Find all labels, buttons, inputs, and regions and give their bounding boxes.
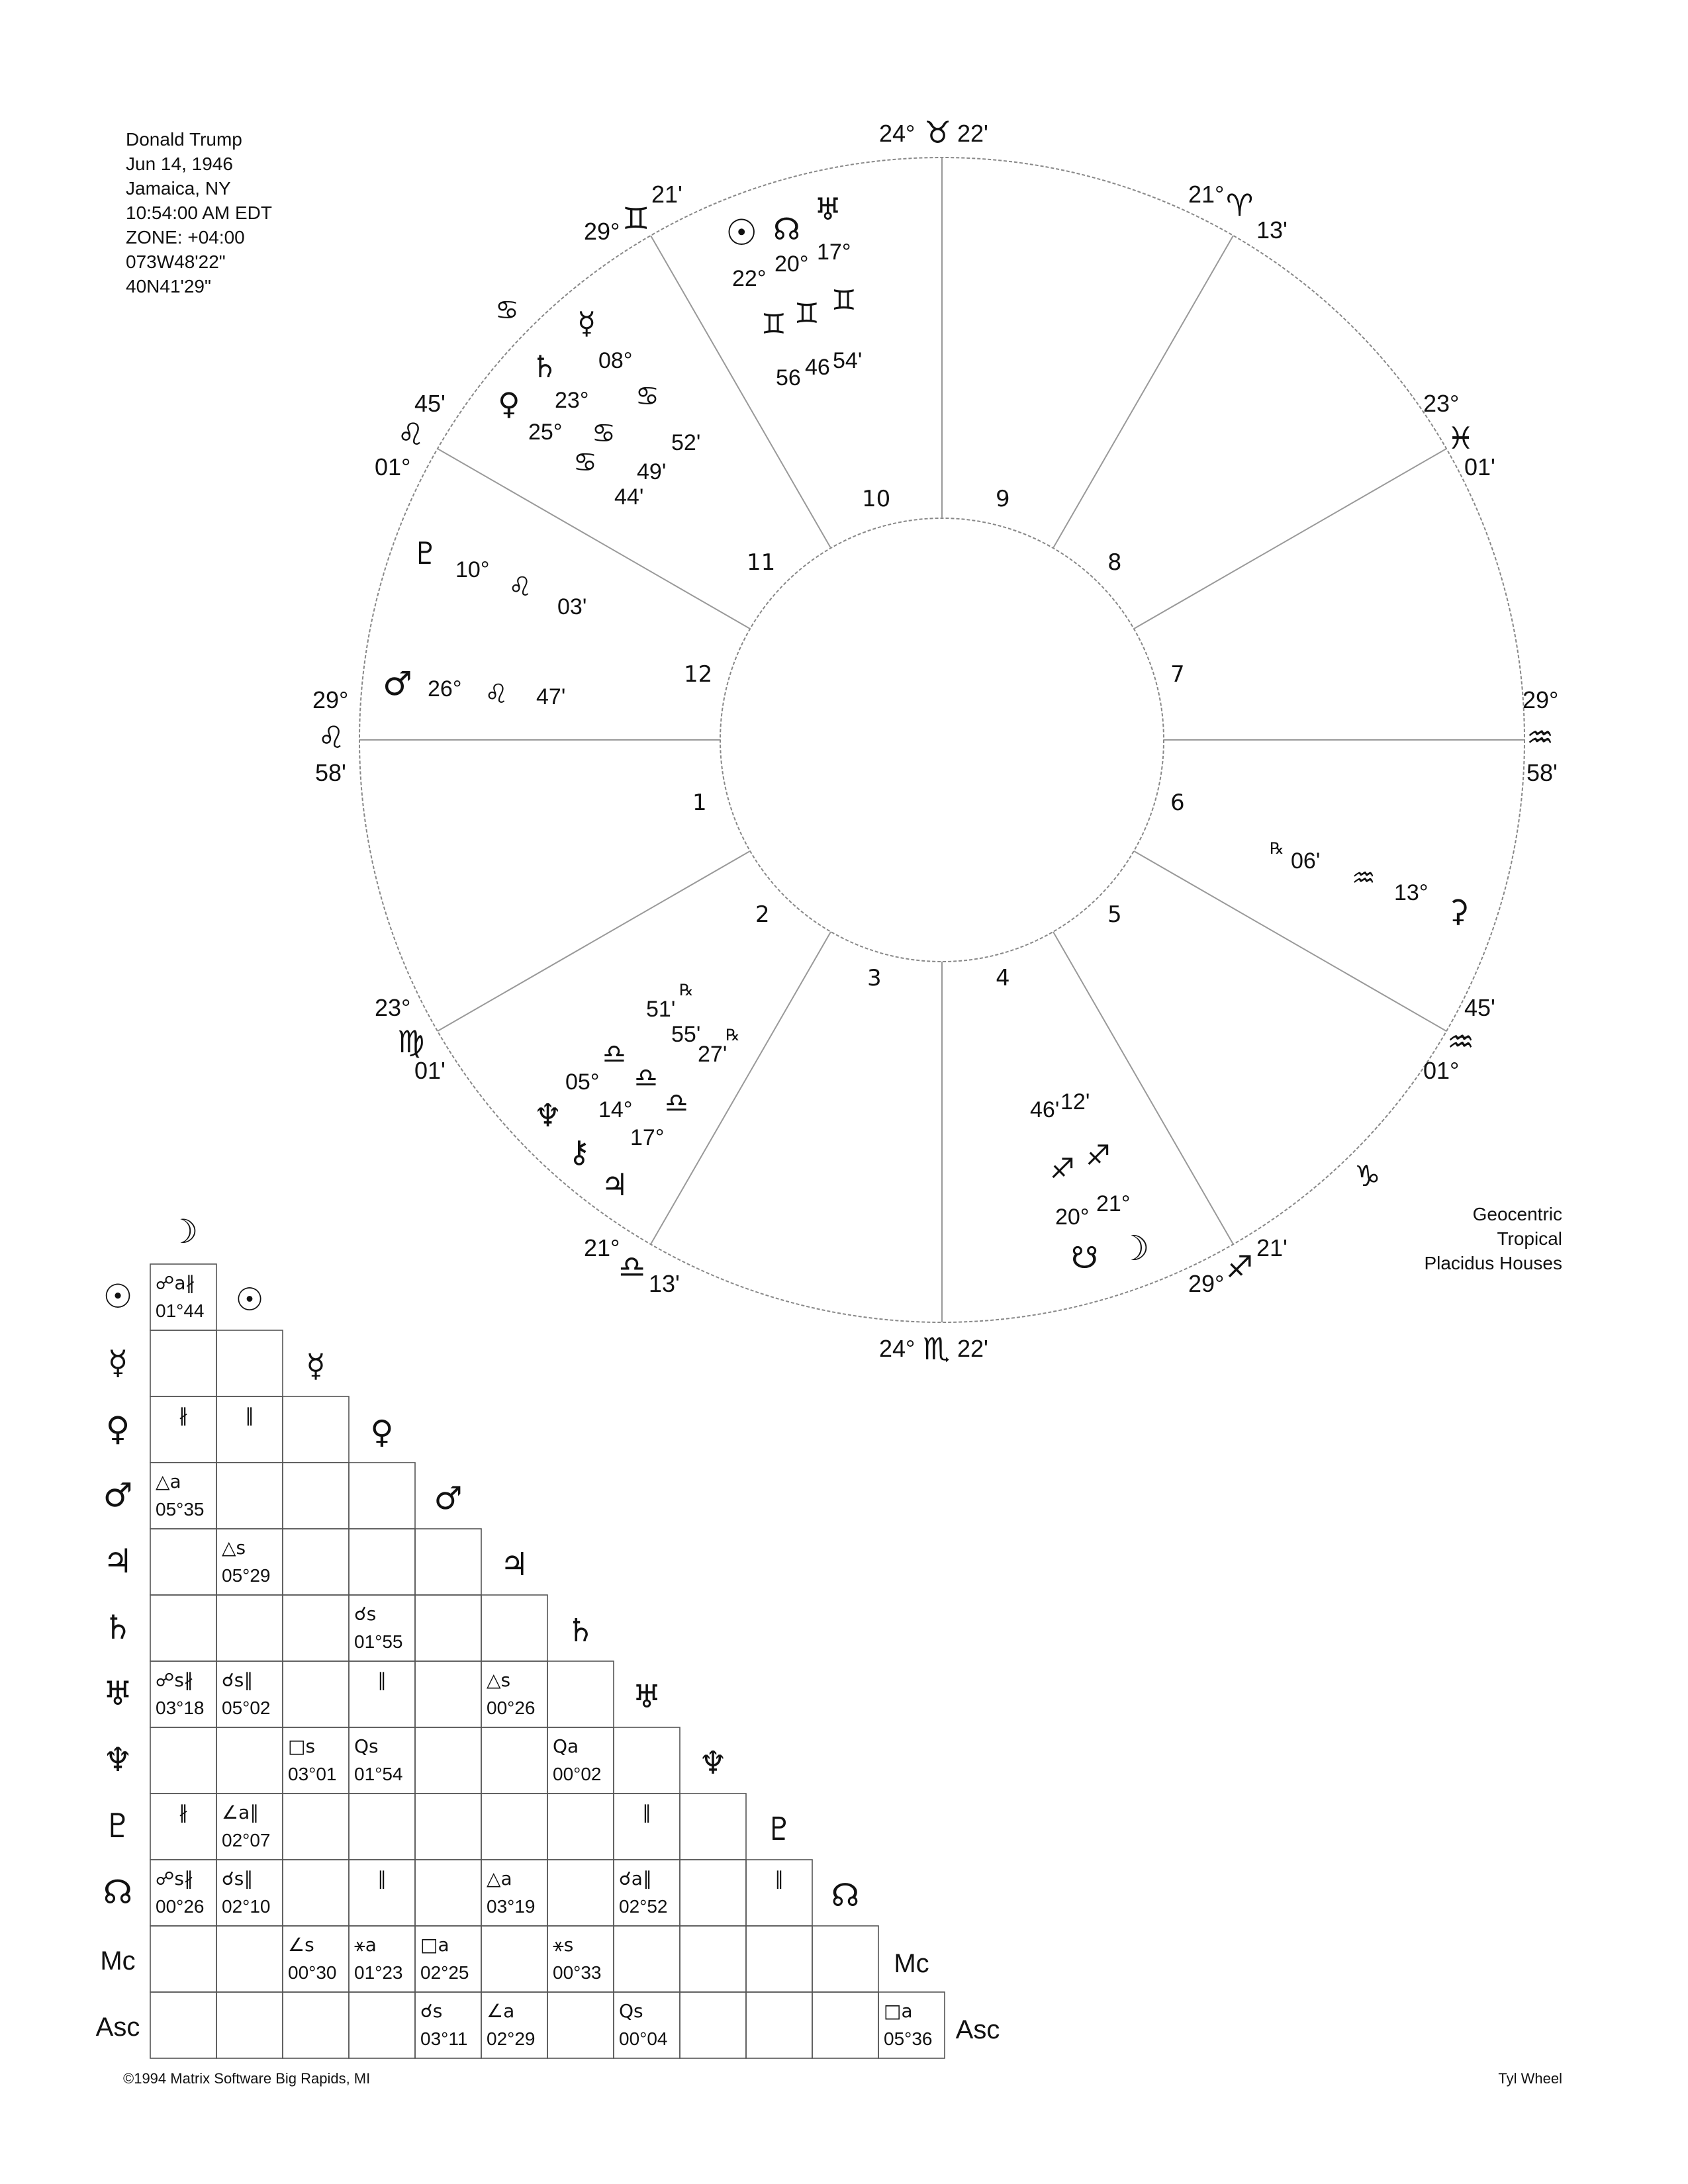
uranus-minute: 54' xyxy=(833,348,863,373)
system-coordinates: Geocentric xyxy=(1472,1204,1562,1224)
house-number-10: 10 xyxy=(862,486,891,512)
grid-cell xyxy=(614,1727,680,1794)
aspect-symbol: △a xyxy=(487,1868,512,1889)
planets-house-4 xyxy=(1030,1089,1150,1275)
cusp-line-9 xyxy=(1053,236,1233,548)
aspect-orb: 02°29 xyxy=(487,2028,536,2049)
mercury-glyph: ☿ xyxy=(577,305,596,341)
cusp-4-minute: 22' xyxy=(957,1335,988,1362)
cusp-11-minute: 21' xyxy=(651,181,682,208)
aspect-orb: 03°18 xyxy=(156,1698,205,1718)
aspect-orb: 03°11 xyxy=(420,2028,468,2049)
grid-cell xyxy=(283,1992,349,2058)
aspect-symbol: △s xyxy=(487,1669,511,1691)
mars-sign: ♌ xyxy=(485,679,508,709)
grid-diagonal-glyph: ☉ xyxy=(235,1281,264,1318)
aspect-orb: 05°35 xyxy=(156,1499,205,1520)
time-zone: ZONE: +04:00 xyxy=(126,227,245,248)
cusp-7-sign: ♒ xyxy=(1526,719,1554,755)
cusp-11-sign: ♊ xyxy=(622,201,650,236)
grid-cell xyxy=(812,1992,878,2058)
aspect-symbol: Qs xyxy=(354,1735,379,1757)
system-zodiac: Tropical xyxy=(1497,1228,1562,1249)
grid-row-label: ☿ xyxy=(107,1343,128,1382)
grid-cell xyxy=(283,1595,349,1661)
aspect-symbol: ☌s xyxy=(420,2000,443,2022)
retrograde-mark: ℞ xyxy=(679,981,694,999)
aspect-symbol: ∥ xyxy=(642,1801,651,1823)
grid-diagonal-glyph: ♇ xyxy=(765,1811,794,1848)
grid-cell xyxy=(547,1860,614,1926)
grid-cell xyxy=(415,1595,481,1661)
copyright-footer: ©1994 Matrix Software Big Rapids, MI xyxy=(123,2070,371,2087)
aspect-symbol: Qa xyxy=(553,1735,579,1757)
cusp-6-minute: 45' xyxy=(1464,994,1495,1021)
aspect-orb: 02°07 xyxy=(222,1830,271,1850)
aspect-symbol: ☌s xyxy=(354,1603,377,1625)
south-node-glyph: ☋ xyxy=(1071,1240,1098,1275)
north-node-sign: ♊ xyxy=(794,297,820,330)
grid-row-label: ♇ xyxy=(103,1807,133,1845)
grid-diagonal-glyph: ♆ xyxy=(698,1745,727,1782)
cusp-6-sign: ♒ xyxy=(1447,1024,1475,1060)
venus-degree: 25° xyxy=(528,420,563,445)
uranus-glyph: ♅ xyxy=(814,191,842,227)
grid-cell xyxy=(415,1727,481,1794)
moon-minute: 12' xyxy=(1060,1089,1090,1115)
aspect-symbol: △a xyxy=(156,1471,181,1492)
aspect-symbol: ∠a xyxy=(487,2000,515,2022)
grid-diagonal-glyph: ♄ xyxy=(566,1612,595,1649)
grid-cell xyxy=(680,1926,746,1992)
neptune-sign: ♎ xyxy=(602,1039,626,1069)
cusp-4-sign: ♏ xyxy=(923,1331,951,1367)
grid-row-label: ♅ xyxy=(103,1674,133,1713)
grid-diagonal-glyph: ☊ xyxy=(831,1877,860,1914)
grid-row-label: ☊ xyxy=(103,1873,133,1911)
grid-cell xyxy=(150,1926,216,1992)
moon-degree: 21° xyxy=(1096,1191,1131,1216)
grid-cell xyxy=(812,1926,878,1992)
aspect-symbol: ☍s∦ xyxy=(156,1868,193,1889)
mercury-minute: 52' xyxy=(671,430,701,455)
cusp-5-minute: 21' xyxy=(1256,1234,1288,1261)
cusp-1-degree: 29° xyxy=(312,686,349,713)
aspect-symbol: △s xyxy=(222,1537,246,1559)
moon-sign: ♐ xyxy=(1086,1139,1111,1171)
cusp-12-sign: ♌ xyxy=(397,416,425,452)
pluto-minute: 03' xyxy=(557,594,587,619)
grid-cell xyxy=(283,1794,349,1860)
cancer-sign-label: ♋ xyxy=(495,295,519,326)
aspect-symbol: ☌s∥ xyxy=(222,1669,254,1691)
mercury-degree: 08° xyxy=(598,348,633,373)
aspect-symbol: ⚹s xyxy=(553,1934,574,1956)
house-number-7: 7 xyxy=(1170,661,1185,688)
venus-minute: 44' xyxy=(614,484,644,510)
system-houses: Placidus Houses xyxy=(1424,1253,1562,1273)
house-number-5: 5 xyxy=(1107,901,1122,928)
cusp-3-minute: 13' xyxy=(649,1270,680,1297)
aspect-symbol: ☍s∦ xyxy=(156,1669,193,1691)
mars-minute: 47' xyxy=(536,684,566,709)
uranus-degree: 17° xyxy=(817,240,851,265)
grid-diagonal-glyph: ♃ xyxy=(500,1546,529,1583)
grid-cell xyxy=(481,1794,547,1860)
mars-glyph: ♂ xyxy=(383,664,412,703)
cusp-1-sign: ♌ xyxy=(318,719,346,755)
mars-degree: 26° xyxy=(428,676,462,702)
aspect-symbol: □a xyxy=(420,1934,449,1956)
grid-row-label: ♄ xyxy=(103,1608,133,1647)
grid-row-label: Asc xyxy=(95,2013,140,2042)
grid-row-label: ♃ xyxy=(103,1542,133,1580)
aspect-symbol: □s xyxy=(288,1735,316,1757)
juno-glyph: ⚳ xyxy=(1447,893,1470,929)
jupiter-degree: 17° xyxy=(630,1125,665,1150)
cusp-10-sign: ♉ xyxy=(924,114,952,150)
house-number-8: 8 xyxy=(1107,549,1122,576)
aspect-orb: 02°52 xyxy=(619,1896,668,1917)
cusp-1-minute: 58' xyxy=(315,759,346,786)
south-node-degree: 20° xyxy=(1055,1205,1090,1230)
grid-cell xyxy=(216,1595,283,1661)
cusp-9-degree: 21° xyxy=(1188,181,1225,208)
cusp-2-minute: 01' xyxy=(414,1057,445,1084)
grid-cell xyxy=(547,1794,614,1860)
cusp-line-5 xyxy=(1053,932,1233,1244)
north-node-minute: 46 xyxy=(805,355,830,380)
planets-house-6 xyxy=(1270,839,1470,1193)
venus-glyph: ♀ xyxy=(498,386,520,422)
grid-cell xyxy=(680,1860,746,1926)
saturn-degree: 23° xyxy=(555,388,589,413)
aspect-orb: 05°36 xyxy=(884,2028,933,2049)
aspect-orb: 00°33 xyxy=(553,1962,602,1983)
grid-row-label: Mc xyxy=(100,1946,136,1976)
grid-cell xyxy=(150,1529,216,1595)
grid-cell xyxy=(614,1926,680,1992)
grid-cell xyxy=(349,1529,415,1595)
grid-cell xyxy=(216,1727,283,1794)
grid-cell xyxy=(349,1992,415,2058)
grid-cell xyxy=(283,1860,349,1926)
grid-diagonal-glyph: ☿ xyxy=(306,1347,326,1385)
grid-cell xyxy=(216,1992,283,2058)
aspect-symbol: □a xyxy=(884,2000,913,2022)
inner-ring xyxy=(720,518,1164,962)
chiron-minute: 55' xyxy=(671,1022,701,1047)
grid-row-label: ♂ xyxy=(103,1476,133,1514)
aspect-orb: 01°44 xyxy=(156,1300,205,1321)
cusp-4-degree: 24° xyxy=(879,1335,915,1362)
cusp-11-degree: 29° xyxy=(584,218,620,245)
aspect-orb: 05°29 xyxy=(222,1565,271,1586)
aspect-orb: 03°19 xyxy=(487,1896,536,1917)
grid-cell xyxy=(481,1595,547,1661)
cusp-5-sign: ♐ xyxy=(1226,1249,1254,1285)
grid-cell xyxy=(216,1926,283,1992)
planets-house-12 xyxy=(383,535,586,709)
grid-cell xyxy=(680,1992,746,2058)
cusp-5-degree: 29° xyxy=(1188,1270,1225,1297)
juno-sign: ♒ xyxy=(1352,863,1376,893)
sun-degree: 22° xyxy=(732,266,767,291)
chiron-glyph: ⚷ xyxy=(568,1134,590,1169)
grid-cell xyxy=(216,1330,283,1396)
aspect-grid xyxy=(96,1212,1000,2058)
planets-house-11 xyxy=(495,295,700,510)
aspect-symbol: ☍a∦ xyxy=(156,1272,195,1294)
grid-cell xyxy=(150,1727,216,1794)
mercury-sign: ♋ xyxy=(635,381,659,412)
cusp-10-degree: 24° xyxy=(879,120,915,147)
aspect-symbol: ∥ xyxy=(377,1868,387,1889)
grid-cell xyxy=(216,1463,283,1529)
grid-cell xyxy=(547,1661,614,1727)
cusp-2-sign: ♍ xyxy=(397,1024,425,1060)
grid-cell xyxy=(283,1463,349,1529)
house-number-3: 3 xyxy=(867,965,882,991)
aspect-symbol: ∠s xyxy=(288,1934,314,1956)
uranus-sign: ♊ xyxy=(831,284,857,316)
grid-diagonal-glyph: Mc xyxy=(894,1949,929,1978)
cusp-9-minute: 13' xyxy=(1256,216,1288,244)
cusp-8-degree: 23° xyxy=(1423,390,1460,417)
aspect-orb: 00°04 xyxy=(619,2028,668,2049)
saturn-minute: 49' xyxy=(637,459,667,484)
venus-sign: ♋ xyxy=(573,447,597,478)
cusp-line-6 xyxy=(1134,851,1446,1031)
aspect-symbol: ∥ xyxy=(245,1404,254,1426)
pluto-glyph: ♇ xyxy=(412,535,440,571)
house-number-9: 9 xyxy=(996,486,1010,512)
grid-cell xyxy=(415,1860,481,1926)
aspect-symbol: ⚹a xyxy=(354,1934,377,1956)
cusp-12-degree: 01° xyxy=(375,453,411,480)
grid-diagonal-glyph: ♂ xyxy=(434,1480,463,1517)
sun-minute: 56 xyxy=(776,365,801,390)
retrograde-mark: ℞ xyxy=(1270,839,1284,858)
chiron-sign: ♎ xyxy=(634,1063,658,1093)
capricorn-sign-label: ♑ xyxy=(1354,1160,1381,1193)
north-node-glyph: ☊ xyxy=(773,211,800,247)
jupiter-minute: 27' xyxy=(698,1042,727,1067)
grid-diagonal-glyph: ♀ xyxy=(370,1414,394,1451)
planets-house-10 xyxy=(726,191,862,390)
birth-date: Jun 14, 1946 xyxy=(126,154,233,174)
wheel-name-footer: Tyl Wheel xyxy=(1498,2070,1562,2087)
grid-cell xyxy=(283,1529,349,1595)
sun-glyph: ☉ xyxy=(726,212,758,253)
grid-cell xyxy=(283,1396,349,1463)
cusp-9-sign: ♈ xyxy=(1226,187,1254,223)
aspect-orb: 02°10 xyxy=(222,1896,271,1917)
juno-minute: 06' xyxy=(1291,848,1321,874)
neptune-glyph: ♆ xyxy=(534,1097,563,1134)
cusp-3-degree: 21° xyxy=(584,1234,620,1261)
grid-diagonal-glyph: ♅ xyxy=(632,1678,661,1715)
longitude: 073W48'22" xyxy=(126,251,226,272)
grid-cell xyxy=(746,1926,812,1992)
aspect-orb: 01°54 xyxy=(354,1764,403,1784)
cusp-7-minute: 58' xyxy=(1526,759,1558,786)
grid-cell xyxy=(150,1330,216,1396)
house-numbers xyxy=(684,486,1185,991)
pluto-degree: 10° xyxy=(455,557,490,582)
aspect-orb: 01°23 xyxy=(354,1962,403,1983)
cusp-3-sign: ♎ xyxy=(618,1249,646,1285)
grid-cell xyxy=(150,1992,216,2058)
south-node-minute: 46' xyxy=(1030,1097,1060,1122)
grid-cell xyxy=(415,1661,481,1727)
grid-cell xyxy=(150,1595,216,1661)
house-number-12: 12 xyxy=(684,661,713,688)
south-node-sign: ♐ xyxy=(1050,1152,1075,1185)
aspect-orb: 01°55 xyxy=(354,1631,403,1652)
chart-wheel xyxy=(359,158,1524,1322)
cusp-line-2 xyxy=(438,851,750,1031)
house-number-6: 6 xyxy=(1170,790,1185,816)
cusp-10-minute: 22' xyxy=(957,120,988,147)
chart-name: Donald Trump xyxy=(126,129,242,150)
cusp-7-degree: 29° xyxy=(1523,686,1559,713)
aspect-symbol: ∦ xyxy=(179,1801,188,1823)
grid-row-label: ♀ xyxy=(105,1410,130,1448)
saturn-glyph: ♄ xyxy=(531,349,559,385)
sun-sign: ♊ xyxy=(761,308,786,340)
aspect-orb: 00°26 xyxy=(156,1896,205,1917)
grid-diagonal-glyph: Asc xyxy=(955,2015,1000,2044)
grid-cell xyxy=(415,1529,481,1595)
aspect-orb: 00°26 xyxy=(487,1698,536,1718)
grid-cell xyxy=(349,1794,415,1860)
grid-cell xyxy=(415,1794,481,1860)
aspect-orb: 00°30 xyxy=(288,1962,337,1983)
house-number-2: 2 xyxy=(755,901,770,928)
cusp-2-degree: 23° xyxy=(375,994,411,1021)
birth-time: 10:54:00 AM EDT xyxy=(126,203,273,223)
grid-cell xyxy=(283,1661,349,1727)
grid-cell xyxy=(481,1926,547,1992)
jupiter-sign: ♎ xyxy=(665,1088,688,1118)
aspect-symbol: ∦ xyxy=(179,1404,188,1426)
north-node-degree: 20° xyxy=(774,251,809,277)
moon-glyph: ☽ xyxy=(1119,1229,1150,1269)
cusp-12-minute: 45' xyxy=(414,390,445,417)
birth-place: Jamaica, NY xyxy=(126,178,231,199)
juno-degree: 13° xyxy=(1394,880,1429,905)
aspect-symbol: ∠a∥ xyxy=(222,1801,259,1823)
aspect-symbol: ∥ xyxy=(774,1868,784,1889)
grid-row-label: ♆ xyxy=(103,1741,133,1779)
cusp-8-sign: ♓ xyxy=(1447,420,1475,456)
cusp-8-minute: 01' xyxy=(1464,453,1495,480)
grid-cell xyxy=(680,1794,746,1860)
house-number-4: 4 xyxy=(996,965,1010,991)
neptune-minute: 51' xyxy=(646,997,676,1022)
aspect-orb: 05°02 xyxy=(222,1698,271,1718)
grid-header-moon-glyph: ☽ xyxy=(168,1212,199,1251)
grid-cell xyxy=(349,1463,415,1529)
cusp-6-degree: 01° xyxy=(1423,1057,1460,1084)
aspect-orb: 00°02 xyxy=(553,1764,602,1784)
jupiter-glyph: ♃ xyxy=(601,1167,629,1203)
grid-cell xyxy=(547,1992,614,2058)
aspect-symbol: ∥ xyxy=(377,1669,387,1691)
neptune-degree: 05° xyxy=(565,1069,600,1095)
aspect-symbol: ☌s∥ xyxy=(222,1868,254,1889)
grid-cell xyxy=(481,1727,547,1794)
grid-cell xyxy=(746,1992,812,2058)
pluto-sign: ♌ xyxy=(508,572,532,602)
aspect-orb: 03°01 xyxy=(288,1764,337,1784)
house-number-11: 11 xyxy=(747,549,776,576)
cusp-line-8 xyxy=(1134,449,1446,629)
aspect-symbol: ☌a∥ xyxy=(619,1868,652,1889)
planets-house-2 xyxy=(534,981,740,1203)
saturn-sign: ♋ xyxy=(592,418,616,449)
aspect-symbol: Qs xyxy=(619,2000,643,2022)
grid-row-label: ☉ xyxy=(103,1277,133,1316)
latitude: 40N41'29" xyxy=(126,276,211,296)
retrograde-mark: ℞ xyxy=(726,1026,740,1044)
house-number-1: 1 xyxy=(692,790,707,816)
chiron-degree: 14° xyxy=(598,1097,633,1122)
aspect-orb: 02°25 xyxy=(420,1962,469,1983)
